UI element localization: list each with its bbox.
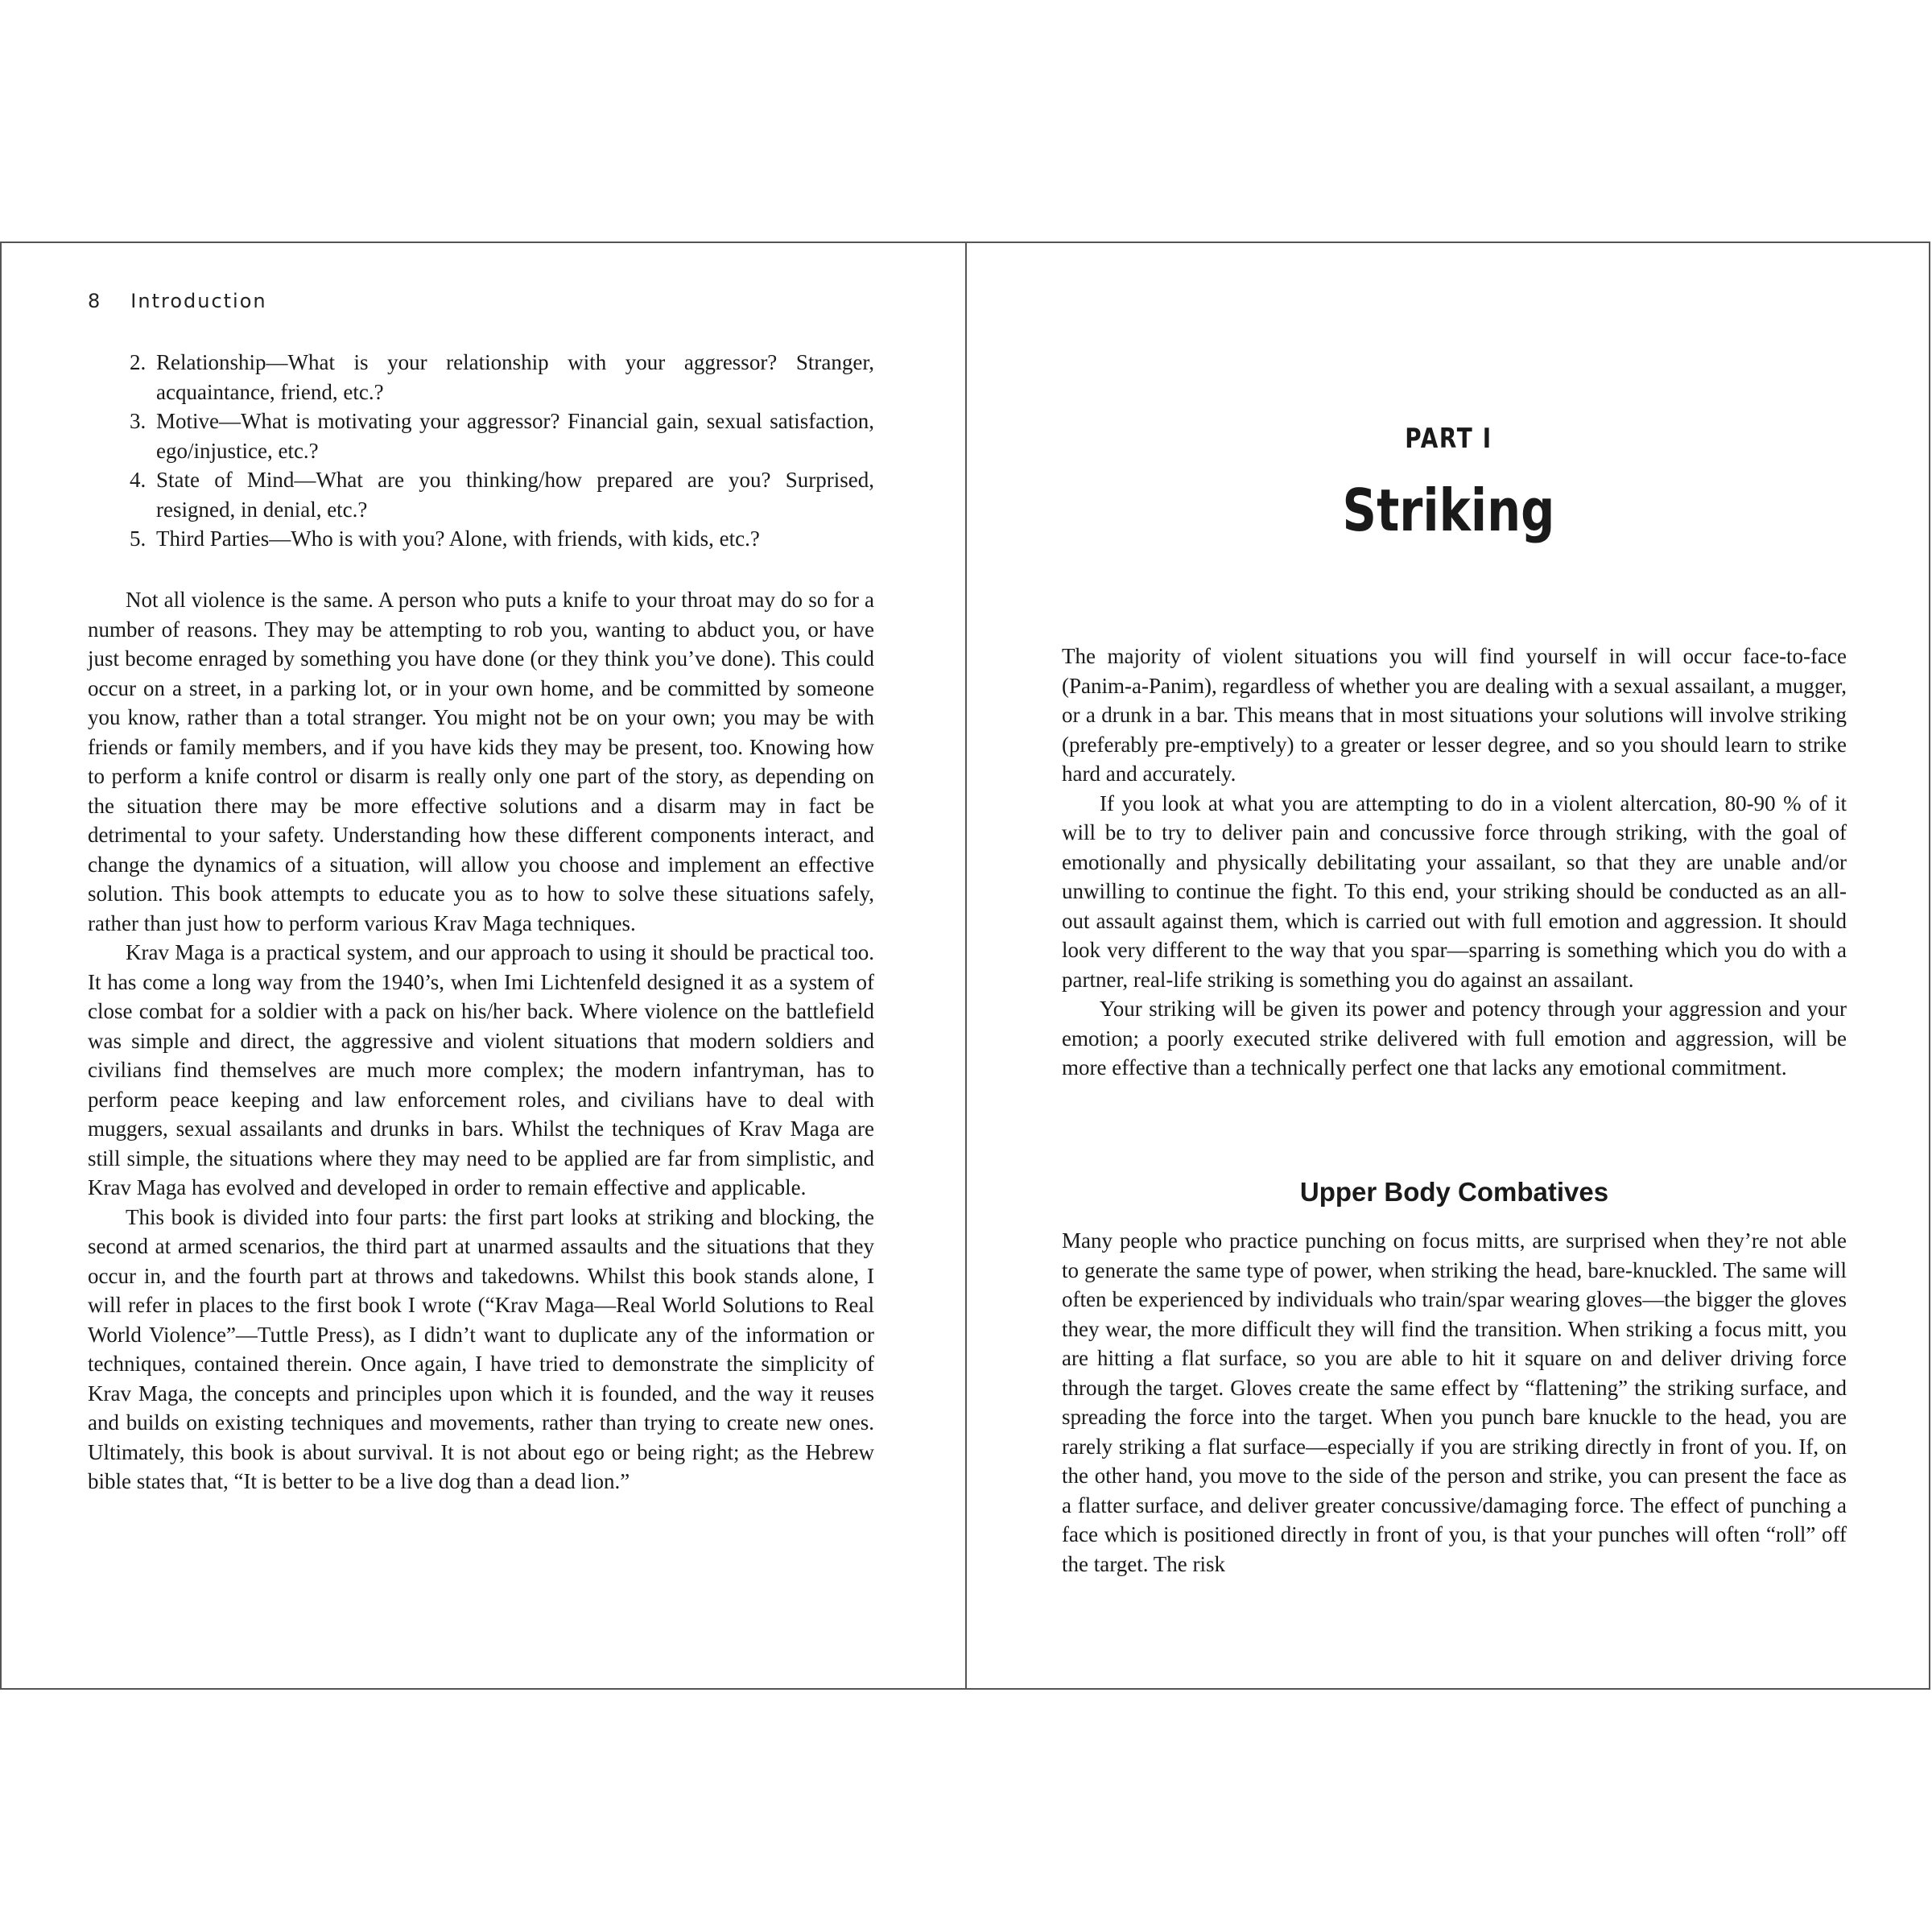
book-spread: [0, 242, 1930, 1690]
numbered-list: [88, 348, 874, 554]
paragraph: Many people who practice punching on focus mitts, are surprised when they’re not able to generate the same type of power, when striking the head, bare-knuckled. The same will often be experienced by individuals who train/spar wearing gloves—the bigger the gloves they wear, the more difficult they will find the transition. When striking a focus mitt, you are hitting a flat surface, so you are able to hit it square on and deliver driving force through the target. Gloves create the same effect by “flattening” the striking surface, and spreading the force into the target. When you punch bare knuckle to the head, you are rarely striking a flat surface—especially if you are striking directly in front of you. If, on the other hand, you move to the side of the person and strike, you can present the face as a flatter surface, and deliver greater concussive/damaging force. The effect of punching a face which is positioned directly in front of you, is that your punches will often “roll” off the target. The risk: [1062, 1228, 1847, 1576]
paragraph: If you look at what you are attempting to do in a violent altercation, 80-90 % of it will be to try to deliver pain and concussive force through striking, with the goal of emotionally and physically debilitating your assailant, so that they are unable and/or unwilling to continue the fight. To this end, your striking should be conducted as an all-out assault against them, which is carried out with full emotion and aggression. It should look very different to the way that you spar—sparring is something which you do with a partner, real-life striking is something you do against an assailant.: [1062, 791, 1847, 992]
paragraph: Your striking will be given its power and potency through your aggression and your emotion; a poorly executed strike delivered with full emotion and aggression, will be more effective than a technically perfect one that lacks any emotional commitment.: [1062, 997, 1847, 1080]
paragraph: Not all violence is the same. A person who puts a knife to your throat may do so for a number of reasons. They may be attempting to rob you, wanting to abduct you, or have just become enraged by something you have done (or they think you’ve done). This could occur on a street, in a parking lot, or in your own home, and be committed by someone you know, rather than a total stranger. You might not be on your own; you may be with friends or family members, and if you have kids they may be present, too. Knowing how to perform a knife control or disarm is really only one part of the story, as depending on the situation there may be more effective solutions and a disarm may in fact be detrimental to your safety. Understanding how these different components interact, and change the dynamics of a situation, will allow you choose and implement an effective solution. This book attempts to educate you as to how to solve these situations safely, rather than just how to perform various Krav Maga techniques.: [88, 588, 874, 935]
left-page: [2, 243, 967, 1688]
part-label: PART I: [1405, 423, 1492, 455]
right-page: [967, 243, 1930, 1688]
list-item: 4. State of Mind—What are you thinking/how prepared are you? Surprised, resigned, in denial, etc.?: [130, 468, 874, 522]
list-item: 5. Third Parties—Who is with you? Alone, with friends, with kids, etc.?: [130, 526, 760, 551]
paragraph: The majority of violent situations you will find yourself in will occur face-to-face (Panim-a-Panim), regardless of whether you are dealing with a sexual assailant, a mugger, or a drunk in a bar. This means that in most situations your solutions will involve striking (preferably pre-emptively) to a greater or lesser degree, and so you should learn to strike hard and accurately.: [1062, 644, 1847, 786]
paragraph: Krav Maga is a practical system, and our approach to using it should be practical too. It has come a long way from the 1940’s, when Imi Lichtenfeld designed it as a system of close combat for a soldier with a pack on his/her back. Where violence on the battlefield was simple and direct, the aggressive and violent situations that modern soldiers and civilians find themselves are much more complex; the modern infantryman, has to perform peace keeping and law enforcement roles, and civilians have to deal with muggers, sexual assailants and drunks in bars. Whilst the techniques of Krav Maga are still simple, the situations where they may need to be applied are far from simplistic, and Krav Maga has evolved and developed in order to remain effective and applicable.: [88, 940, 874, 1199]
chapter-title: Introduction: [130, 290, 267, 312]
running-head: [88, 290, 267, 312]
part-title: Striking: [1342, 477, 1555, 544]
body-text: [88, 585, 874, 1496]
intro-text: [1062, 642, 1847, 1083]
list-item: 2. Relationship—What is your relationship with your aggressor? Stranger, acquaintance, friend, etc.?: [130, 350, 874, 404]
section-text: [1062, 1226, 1847, 1579]
list-item: 3. Motive—What is motivating your aggressor? Financial gain, sexual satisfaction, ego/injustice, etc.?: [130, 409, 874, 463]
paragraph: This book is divided into four parts: the first part looks at striking and blocking, the second at armed scenarios, the third part at unarmed assaults and the situations that they occur in, and the fourth part at throws and takedowns. Whilst this book stands alone, I will refer in places to the first book I wrote (“Krav Maga—Real World Solutions to Real World Violence”—Tuttle Press), as I didn’t want to duplicate any of the information or techniques, contained therein. Once again, I have tried to demonstrate the simplicity of Krav Maga, the concepts and principles upon which it is founded, and the way it reuses and builds on existing techniques and movements, rather than trying to create new ones. Ultimately, this book is about survival. It is not about ego or being right; as the Hebrew bible states that, “It is better to be a live dog than a dead lion.”: [88, 1204, 874, 1493]
section-heading: Upper Body Combatives: [1299, 1177, 1609, 1207]
page-number: 8: [88, 290, 102, 312]
